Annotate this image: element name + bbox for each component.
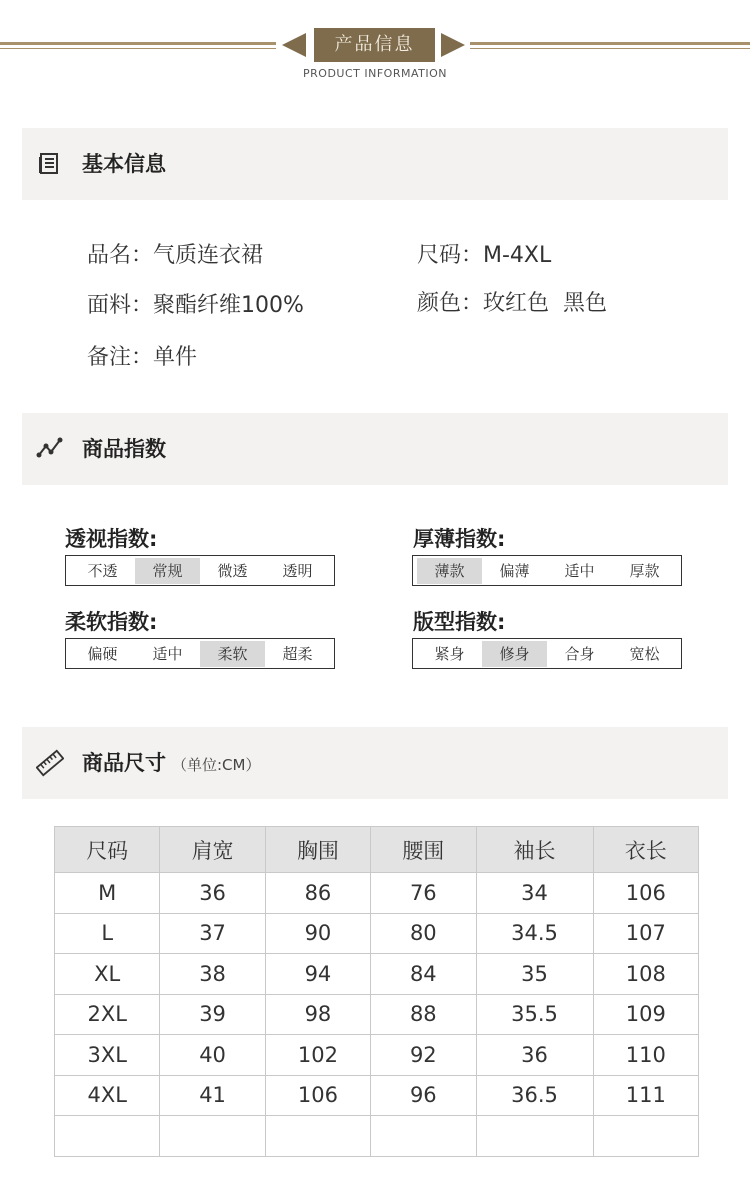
table-cell: 110: [593, 1035, 698, 1076]
table-cell: 34: [476, 873, 593, 914]
table-cell: 35: [476, 954, 593, 995]
index-option: 适中: [564, 561, 595, 580]
banner-rule-right: [470, 42, 750, 45]
table-cell: 41: [160, 1075, 265, 1116]
ruler-icon: [36, 749, 64, 777]
field-label: 尺码：: [417, 243, 484, 268]
size-column-header: 袖长: [476, 827, 593, 873]
size-title-text: 商品尺寸: [82, 751, 166, 775]
index-title: 柔软指数:: [65, 610, 158, 634]
index-option: 宽松: [629, 644, 660, 663]
index-option-selected: 柔软: [200, 641, 265, 667]
field-value: 玫红色 黑色: [483, 291, 608, 316]
product-info-banner: [0, 0, 750, 100]
field-value: 单件: [153, 345, 198, 370]
table-row: [55, 994, 699, 1035]
table-row: [55, 873, 699, 914]
table-cell: 84: [371, 954, 476, 995]
table-cell: 36: [160, 873, 265, 914]
index-option-selected: 常规: [135, 558, 200, 584]
banner-rule-left-thin: [0, 48, 276, 49]
size-table-header: [55, 827, 699, 873]
table-cell: 39: [160, 994, 265, 1035]
index-option: 偏硬: [87, 644, 118, 663]
size-column-header: 尺码: [55, 827, 160, 873]
table-cell: 98: [265, 994, 370, 1035]
document-list-icon: [36, 150, 64, 178]
field-size: [417, 238, 551, 269]
field-label: 品名：: [87, 243, 154, 268]
table-cell: XL: [55, 954, 160, 995]
banner-subtitle: PRODUCT INFORMATION: [303, 67, 447, 80]
banner-ribbon-right: [441, 33, 465, 57]
table-row: [55, 954, 699, 995]
banner-title: 产品信息: [314, 28, 435, 62]
indices-title: 商品指数: [82, 437, 166, 461]
indices-header: [22, 413, 728, 485]
index-option-selected: 修身: [482, 641, 547, 667]
table-cell: 96: [371, 1075, 476, 1116]
table-cell: L: [55, 913, 160, 954]
table-cell: [160, 1116, 265, 1157]
size-column-header: 衣长: [593, 827, 698, 873]
index-option: 超柔: [282, 644, 313, 663]
size-column-header: 腰围: [371, 827, 476, 873]
field-value: 气质连衣裙: [153, 243, 264, 268]
field-name: [87, 238, 263, 269]
size-column-header: 胸围: [265, 827, 370, 873]
table-cell: 94: [265, 954, 370, 995]
index-title: 版型指数:: [413, 610, 506, 634]
index-title: 厚薄指数:: [413, 527, 506, 551]
size-column-header: 肩宽: [160, 827, 265, 873]
table-cell: M: [55, 873, 160, 914]
field-label: 面料：: [87, 293, 154, 318]
table-row: [55, 1116, 699, 1157]
basic-info-header: [22, 128, 728, 200]
table-cell: [265, 1116, 370, 1157]
index-option: 合身: [564, 644, 595, 663]
table-cell: 106: [265, 1075, 370, 1116]
line-chart-icon: [36, 435, 64, 463]
index-scale: [65, 555, 335, 586]
index-title: 透视指数:: [65, 527, 158, 551]
table-cell: 36: [476, 1035, 593, 1076]
size-table: [54, 826, 699, 1157]
field-label: 颜色：: [417, 291, 484, 316]
index-scale: [412, 638, 682, 669]
table-cell: [371, 1116, 476, 1157]
index-option: 紧身: [434, 644, 465, 663]
table-cell: 40: [160, 1035, 265, 1076]
table-cell: 88: [371, 994, 476, 1035]
index-option: 不透: [87, 561, 118, 580]
index-option: 适中: [152, 644, 183, 663]
field-note: [87, 340, 197, 371]
table-cell: 36.5: [476, 1075, 593, 1116]
size-unit: （单位:CM）: [172, 756, 261, 774]
index-option: 微透: [217, 561, 248, 580]
size-title: [82, 727, 260, 801]
table-cell: 76: [371, 873, 476, 914]
table-cell: 107: [593, 913, 698, 954]
index-option-selected: 薄款: [417, 558, 482, 584]
table-cell: 35.5: [476, 994, 593, 1035]
index-scale: [412, 555, 682, 586]
banner-rule-right-thin: [470, 48, 750, 49]
table-cell: 106: [593, 873, 698, 914]
banner-rule-left: [0, 42, 276, 45]
table-cell: 86: [265, 873, 370, 914]
basic-info-title: 基本信息: [82, 152, 166, 176]
size-header: [22, 727, 728, 799]
table-cell: [476, 1116, 593, 1157]
index-option: 厚款: [629, 561, 660, 580]
table-row: [55, 913, 699, 954]
table-cell: 3XL: [55, 1035, 160, 1076]
table-cell: 111: [593, 1075, 698, 1116]
table-cell: 37: [160, 913, 265, 954]
banner-ribbon-left: [282, 33, 306, 57]
table-cell: 2XL: [55, 994, 160, 1035]
table-cell: 80: [371, 913, 476, 954]
index-option: 透明: [282, 561, 313, 580]
table-cell: 109: [593, 994, 698, 1035]
field-value: 聚酯纤维100%: [153, 293, 304, 318]
table-cell: [593, 1116, 698, 1157]
index-option: 偏薄: [499, 561, 530, 580]
field-fabric: [87, 288, 304, 319]
table-cell: 90: [265, 913, 370, 954]
table-row: [55, 1035, 699, 1076]
table-cell: [55, 1116, 160, 1157]
table-cell: 92: [371, 1035, 476, 1076]
table-cell: 34.5: [476, 913, 593, 954]
field-label: 备注：: [87, 345, 154, 370]
field-value: M-4XL: [483, 243, 552, 268]
table-row: [55, 1075, 699, 1116]
field-color: [417, 286, 607, 317]
table-cell: 102: [265, 1035, 370, 1076]
table-cell: 38: [160, 954, 265, 995]
table-cell: 4XL: [55, 1075, 160, 1116]
index-scale: [65, 638, 335, 669]
table-cell: 108: [593, 954, 698, 995]
